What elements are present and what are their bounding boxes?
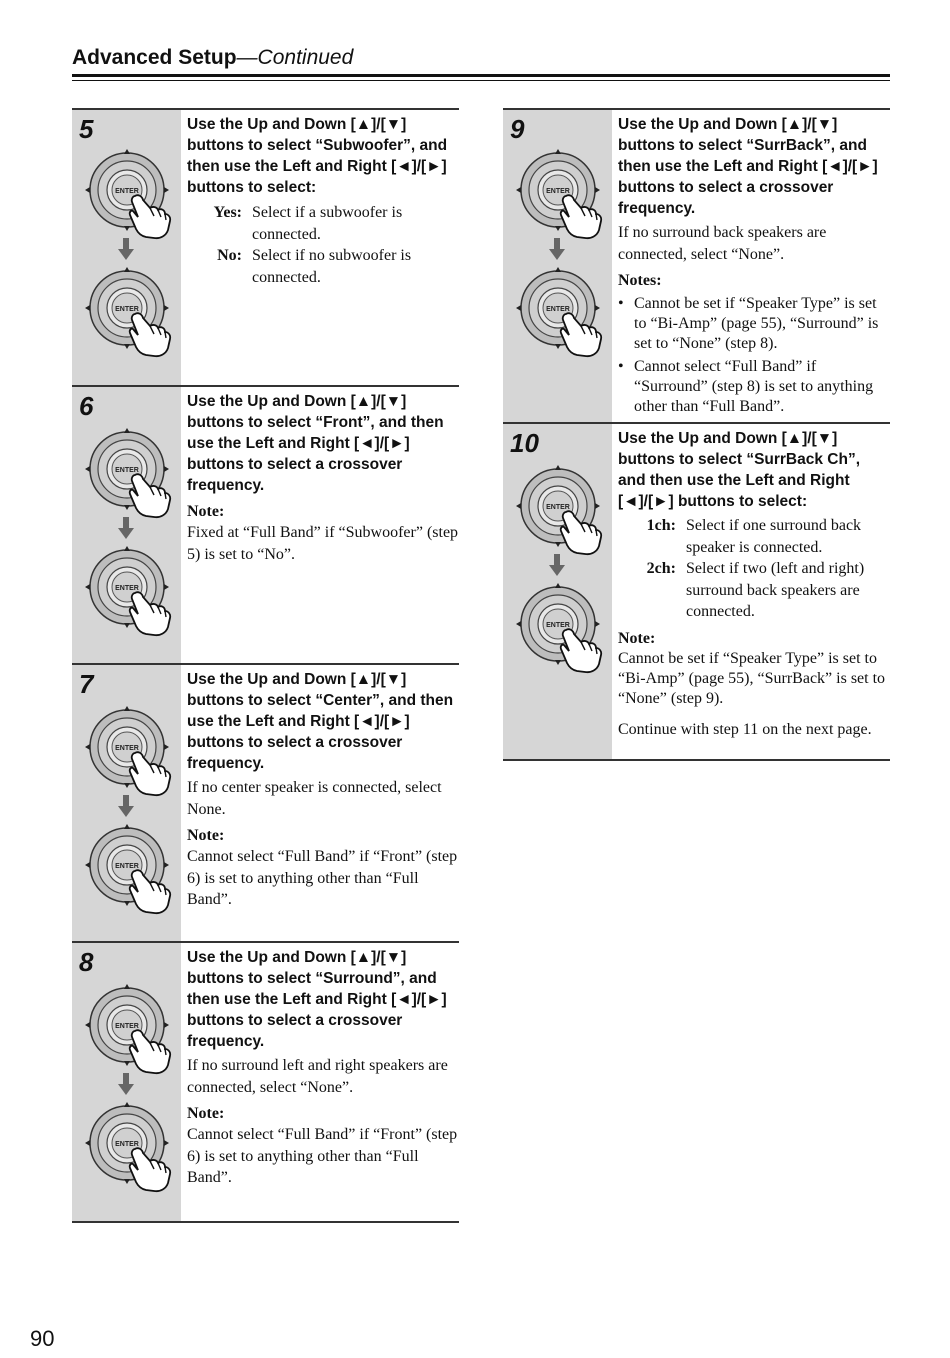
note-text: Fixed at “Full Band” if “Subwoofer” (step 5) is set to “No”. bbox=[187, 524, 459, 563]
step-text bbox=[187, 391, 459, 565]
note-heading: Note: bbox=[187, 503, 225, 520]
remote-enter-dial-icon bbox=[511, 262, 611, 358]
remote-enter-dial-icon bbox=[80, 423, 180, 519]
option-text: Select if two (left and right) surround back speakers are connected. bbox=[686, 560, 865, 620]
step-text bbox=[187, 114, 459, 288]
step-illustration-panel bbox=[72, 387, 181, 665]
note-heading: Note: bbox=[618, 629, 656, 647]
down-arrow-icon bbox=[549, 238, 565, 260]
remote-enter-dial-icon bbox=[80, 979, 180, 1075]
page-header bbox=[72, 44, 890, 84]
down-arrow-icon bbox=[549, 554, 565, 576]
step-text bbox=[618, 114, 890, 417]
page-number: 90 bbox=[30, 1326, 55, 1351]
remote-enter-dial-icon bbox=[80, 819, 180, 915]
continued-label: —Continued bbox=[236, 46, 354, 69]
step-body: If no center speaker is connected, select None. bbox=[187, 779, 442, 818]
option-key: 1ch: bbox=[646, 517, 676, 534]
step-number: 10 bbox=[510, 428, 539, 458]
step-instruction: Use the Up and Down [▲]/[▼] buttons to select “Surround”, and then use the Left and Right [◄]/[►] buttons to select a crossover frequency. bbox=[187, 949, 447, 1050]
note-bullet: • Cannot select “Full Band” if “Surround” (step 8) is set to anything other than “Full Band”. bbox=[618, 357, 890, 417]
option-row bbox=[618, 515, 890, 558]
step-illustration-panel bbox=[72, 110, 181, 387]
remote-enter-dial-icon bbox=[80, 1097, 180, 1193]
note-bullet-text: Cannot be set if “Speaker Type” is set to “Bi-Amp” (page 55), “Surround” is set to “None” (step 8). bbox=[634, 295, 879, 352]
step-illustration-panel bbox=[72, 665, 181, 943]
option-key: 2ch: bbox=[646, 560, 676, 577]
note-heading: Note: bbox=[187, 827, 225, 844]
remote-enter-dial-icon bbox=[511, 144, 611, 240]
step-instruction: Use the Up and Down [▲]/[▼] buttons to select “SurrBack”, and then use the Left and Right [◄]/[►] buttons to select a crossover frequency. bbox=[618, 116, 878, 217]
step-illustration-panel bbox=[503, 424, 612, 759]
step-9 bbox=[503, 108, 890, 424]
step-10 bbox=[503, 422, 890, 761]
remote-enter-dial-icon bbox=[80, 701, 180, 797]
note-text: Cannot select “Full Band” if “Front” (step 6) is set to anything other than “Full Band”. bbox=[187, 1126, 458, 1186]
page-title: Advanced Setup—Continued bbox=[72, 46, 354, 69]
step-text bbox=[618, 428, 890, 740]
down-arrow-icon bbox=[118, 1073, 134, 1095]
option-row bbox=[618, 558, 890, 623]
step-number: 9 bbox=[510, 114, 525, 144]
step-number: 7 bbox=[79, 669, 94, 699]
down-arrow-icon bbox=[118, 517, 134, 539]
step-body: If no surround back speakers are connected, select “None”. bbox=[618, 224, 827, 263]
step-7 bbox=[72, 663, 459, 943]
note-text: Cannot select “Full Band” if “Front” (step 6) is set to anything other than “Full Band”. bbox=[187, 848, 458, 908]
option-row bbox=[187, 245, 459, 288]
option-key: No: bbox=[217, 247, 242, 264]
step-instruction: Use the Up and Down [▲]/[▼] buttons to select “Subwoofer”, and then use the Left and Right [◄]/[►] buttons to select: bbox=[187, 116, 448, 196]
header-rule-thin bbox=[72, 80, 890, 81]
option-key: Yes: bbox=[213, 204, 242, 221]
remote-enter-dial-icon bbox=[80, 144, 180, 240]
remote-enter-dial-icon bbox=[80, 262, 180, 358]
option-text: Select if no subwoofer is connected. bbox=[252, 247, 412, 286]
step-instruction: Use the Up and Down [▲]/[▼] buttons to select “SurrBack Ch”, and then use the Left and Right [◄]/[►] buttons to select: bbox=[618, 430, 861, 510]
step-instruction: Use the Up and Down [▲]/[▼] buttons to select “Center”, and then use the Left and Right [◄]/[►] buttons to select a crossover frequency. bbox=[187, 671, 454, 772]
step-text bbox=[187, 947, 459, 1189]
remote-enter-dial-icon bbox=[511, 460, 611, 556]
step-illustration-panel bbox=[503, 110, 612, 424]
option-row bbox=[187, 202, 459, 245]
step-6 bbox=[72, 385, 459, 665]
step-instruction: Use the Up and Down [▲]/[▼] buttons to select “Front”, and then use the Left and Right [◄]/[►] buttons to select a crossover frequency. bbox=[187, 393, 444, 494]
remote-enter-dial-icon bbox=[511, 578, 611, 674]
note-bullet: • Cannot be set if “Speaker Type” is set to “Bi-Amp” (page 55), “Surround” is set to “None” (step 8). bbox=[618, 294, 890, 354]
step-text bbox=[187, 669, 459, 911]
step-body: If no surround left and right speakers are connected, select “None”. bbox=[187, 1057, 448, 1096]
down-arrow-icon bbox=[118, 795, 134, 817]
header-rule bbox=[72, 74, 890, 77]
step-illustration-panel bbox=[72, 943, 181, 1221]
note-text: Cannot be set if “Speaker Type” is set to “Bi-Amp” (page 55), “SurrBack” is set to “None” (step 9). bbox=[618, 649, 886, 707]
step-8 bbox=[72, 941, 459, 1223]
step-number: 5 bbox=[79, 114, 94, 144]
step-number: 8 bbox=[79, 947, 94, 977]
step-number: 6 bbox=[79, 391, 94, 421]
note-heading: Note: bbox=[187, 1105, 225, 1122]
remote-enter-dial-icon bbox=[80, 541, 180, 637]
down-arrow-icon bbox=[118, 238, 134, 260]
note-heading: Notes: bbox=[618, 272, 662, 289]
continue-text: Continue with step 11 on the next page. bbox=[618, 720, 872, 738]
option-text: Select if one surround back speaker is connected. bbox=[686, 517, 862, 556]
option-text: Select if a subwoofer is connected. bbox=[252, 204, 403, 243]
step-5 bbox=[72, 108, 459, 387]
note-bullet-text: Cannot select “Full Band” if “Surround” (step 8) is set to anything other than “Full Band”. bbox=[634, 358, 874, 415]
